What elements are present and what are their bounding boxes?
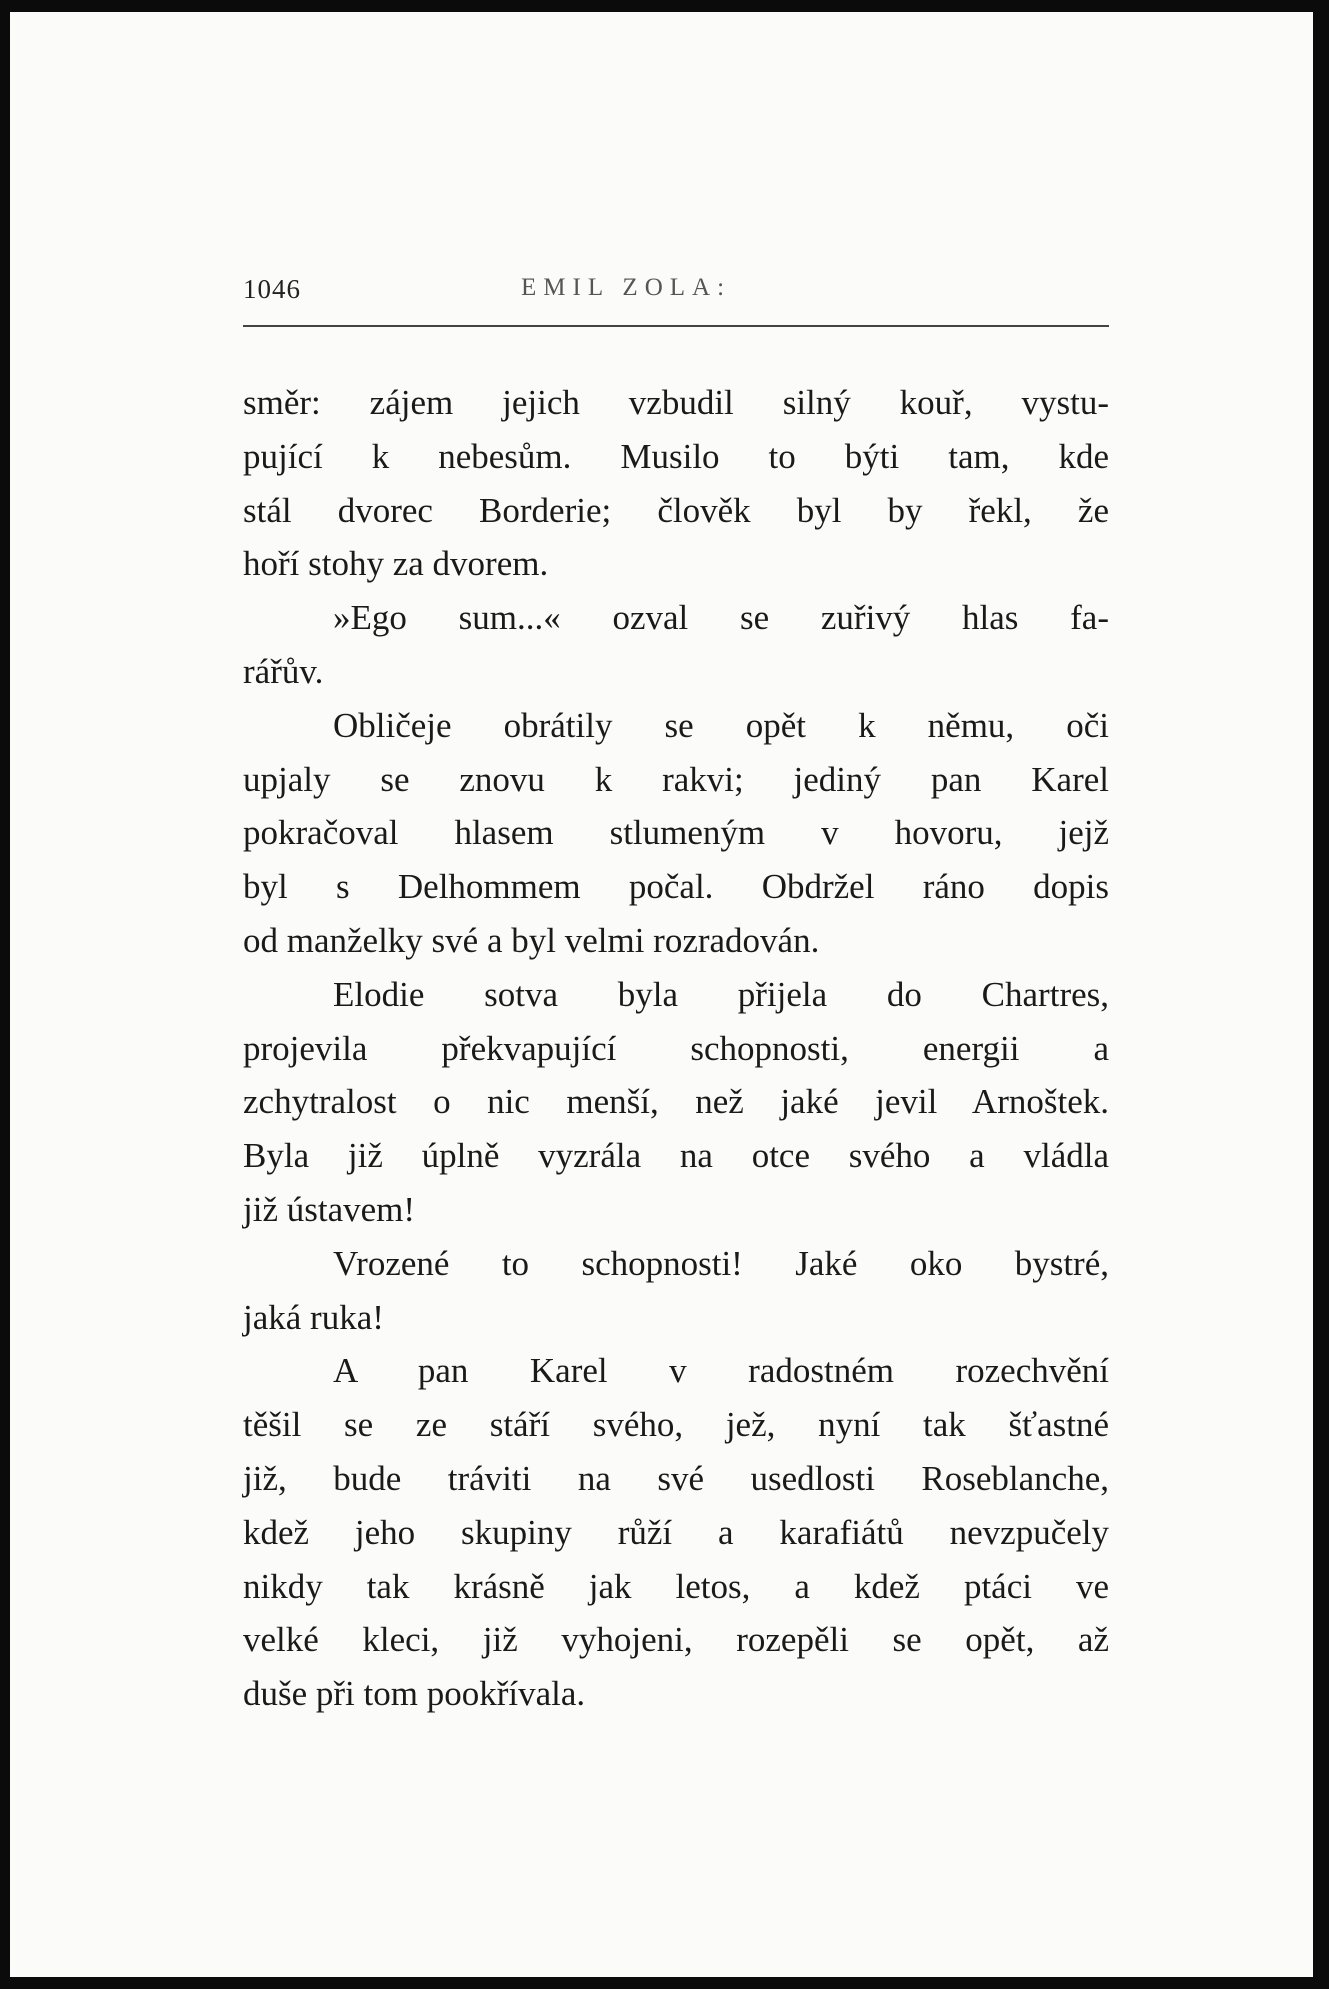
text-line: hoří stohy za dvorem. [243,544,549,584]
text-line: jaká ruka! [243,1297,384,1337]
text-line: zchytralost o nic menší, než jaké jevil Arnoštek. [243,1082,1109,1122]
text-line: Byla již úplně vyzrála na otce svého a vládla [243,1136,1109,1176]
text-line: Obličeje obrátily se opět k němu, oči [333,705,1109,745]
text-line: Elodie sotva byla přijela do Chartres, [333,974,1109,1014]
page-number: 1046 [243,274,301,304]
text-line: pokračoval hlasem stlumeným v hovoru, jejž [243,813,1109,853]
text-line: stál dvorec Borderie; člověk byl by řekl, že [243,490,1109,530]
text-line: již, bude tráviti na své usedlosti Roseblanche, [243,1458,1109,1498]
text-line: již ústavem! [243,1189,416,1229]
text-line: pující k nebesům. Musilo to býti tam, kde [243,436,1109,476]
text-line: projevila překvapující schopnosti, energii a [243,1028,1109,1068]
text-line: nikdy tak krásně jak letos, a kdež ptáci ve [243,1566,1109,1606]
body-text [243,376,1109,1721]
text-line: těšil se ze stáří svého, jež, nyní tak šťastné [243,1405,1109,1445]
text-line: Vrozené to schopnosti! Jaké oko bystré, [333,1243,1109,1283]
text-line: směr: zájem jejich vzbudil silný kouř, vystu- [243,383,1109,422]
text-line: velké kleci, již vyhojeni, rozepěli se opět, až [243,1620,1109,1660]
running-title: EMIL ZOLA: [521,274,732,301]
running-head [243,274,1109,316]
text-line: A pan Karel v radostném rozechvění [333,1351,1109,1391]
text-line: od manželky své a byl velmi rozradován. [243,920,820,960]
text-line: »Ego sum...« ozval se zuřivý hlas fa- [333,598,1109,638]
text-line: rářův. [243,651,324,691]
book-page [10,12,1313,1977]
text-line: duše při tom pookřívala. [243,1674,586,1714]
text-line: kdež jeho skupiny růží a karafiátů nevzpučely [243,1512,1109,1552]
header-rule [243,325,1109,327]
text-line: byl s Delhommem počal. Obdržel ráno dopis [243,867,1109,907]
text-line: upjaly se znovu k rakvi; jediný pan Karel [243,759,1109,799]
